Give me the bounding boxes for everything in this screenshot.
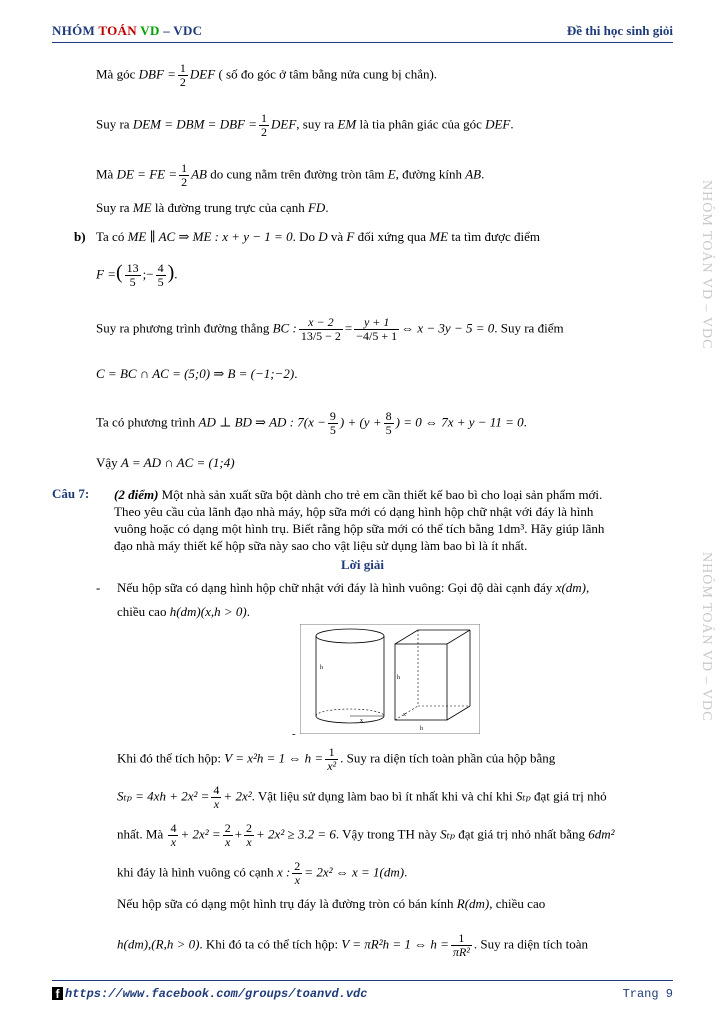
group-name-part: – VDC (159, 23, 203, 38)
text-line: F =( $\frac{13}{5}$ ;− $\frac{4}{5}$ ). (96, 261, 178, 289)
fraction: $\frac{4}{x}$ (213, 783, 220, 811)
text-line: Suy ra DEM = DBM = DBF = $\frac{1}{2}$ DEF, suy ra EM là tia phân giác của góc DEF. (96, 111, 514, 139)
document-title: Đề thi học sinh giỏi (566, 23, 673, 38)
page-header (52, 22, 673, 43)
watermark: NHÓM TOÁN VD – VDC (699, 552, 714, 722)
figure-label: x (403, 712, 406, 718)
text-line: Khi đó thể tích hộp: V = x²h = 1 ⇔ h = $\frac{1}{\text{x²}}$ . Suy ra diện tích toàn phần của hộp bằng (117, 745, 556, 773)
text-line: h(dm),(R,h > 0). Khi đó ta có thể tích hộp: V = πR²h = 1 ⇔ h = $\frac{1}{\text{πR²}}$ . Suy ra diện tích toàn (117, 931, 588, 959)
group-name-part: TOÁN (98, 23, 137, 38)
fraction: $\frac{y + 1}{-4/5 + 1}$ (356, 315, 398, 343)
page-footer (52, 980, 673, 1009)
question-text: (2 điểm) Một nhà sản xuất sữa bột dành cho trẻ em cần thiết kế bao bì cho loại sản phẩm mới. Theo yêu cầu của lãnh đạo nhà máy, hộp sữa mới có dạng hình hộp chữ nhật với đáy là hình vuông hoặc có dạng một hình trụ. Biết rằng hộp sữa mới có thể tích bằng 1dm³. Hãy giúp lãnh đạo nhà máy thiết kế hộp sữa này sao cho vật liệu sử dụng làm bao bì là ít nhất. (114, 487, 605, 553)
fraction: $\frac{4}{5}$ (157, 261, 164, 289)
fraction: $\frac{2}{x}$ (246, 821, 253, 849)
text-line: C = BC ∩ AC = (5;0) ⇒ B = (−1;−2). (96, 366, 298, 381)
text-line: Suy ra phương trình đường thẳng BC : $\frac{x - 2}{13/5 - 2}$ = $\frac{y + 1}{-4/5 + 1}$ ⇔ x − 3y − 5 = 0. Suy ra điểm (96, 315, 564, 343)
figure-label: h (420, 726, 423, 732)
fraction: $\frac{4}{x}$ (170, 821, 177, 849)
fraction: $\frac{x - 2}{13/5 - 2}$ (300, 315, 341, 343)
text-line: Nếu hộp sữa có dạng hình hộp chữ nhật với đáy là hình vuông: Gọi độ dài cạnh đáy x(dm), (117, 580, 590, 595)
facebook-icon: f (52, 987, 63, 1000)
page-number: Trang 9 (622, 987, 673, 1001)
figure-label: h (320, 665, 323, 671)
fraction: $\frac{13}{5}$ (126, 261, 139, 289)
list-dash: - (96, 580, 101, 595)
text-line: chiều cao h(dm)(x,h > 0). (117, 604, 250, 619)
box-figures (300, 624, 480, 734)
group-name-part: VD (136, 23, 160, 38)
figure-label: h (397, 675, 400, 681)
text-line: Mà góc DBF = $\frac{1}{2}$ DEF ( số đo góc ở tâm bằng nửa cung bị chắn). (96, 61, 438, 89)
fraction: $\frac{1}{2}$ (179, 61, 186, 89)
fraction: $\frac{1}{\text{πR²}}$ (452, 931, 470, 959)
group-name (52, 23, 202, 39)
text-line: Ta có phương trình AD ⊥ BD ⇒ AD : 7(x − $\frac{9}{5}$ ) + (y + $\frac{8}{5}$ ) = 0 ⇔ 7x + y − 11 = 0. (96, 409, 527, 437)
group-name-part: NHÓM (52, 23, 99, 38)
watermark: NHÓM TOÁN VD – VDC (699, 180, 714, 350)
fraction: $\frac{1}{\text{x²}}$ (327, 745, 337, 773)
fraction: $\frac{2}{x}$ (224, 821, 231, 849)
text-line: Ta có ME ∥ AC ⇒ ME : x + y − 1 = 0. Do D và F đối xứng qua ME ta tìm được điểm (96, 229, 540, 244)
text-line: Sₜₚ = 4xh + 2x² = $\frac{4}{x}$ + 2x². Vật liệu sử dụng làm bao bì ít nhất khi và chỉ khi Sₜₚ đạt giá trị nhỏ (117, 783, 607, 811)
fraction: $\frac{1}{2}$ (261, 111, 267, 139)
facebook-group-link[interactable]: https://www.facebook.com/groups/toanvd.vdc (65, 987, 368, 1001)
fraction: $\frac{2}{x}$ (294, 859, 301, 887)
text-line: Suy ra ME là đường trung trực của cạnh FD. (96, 200, 329, 215)
fraction: $\frac{1}{2}$ (181, 161, 188, 189)
text-line: Nếu hộp sữa có dạng một hình trụ đáy là đường tròn có bán kính R(dm), chiều cao (117, 896, 546, 911)
text-line: khi đáy là hình vuông có cạnh x : $\frac{2}{x}$ = 2x² ⇔ x = 1(dm). (117, 859, 408, 887)
part-label: b) (74, 229, 86, 244)
fraction: $\frac{8}{5}$ (385, 409, 392, 437)
fraction: $\frac{9}{5}$ (329, 409, 336, 437)
figure-label: x (360, 718, 363, 724)
text-line: nhất. Mà $\frac{4}{x}$ + 2x² = $\frac{2}{x}$ + $\frac{2}{x}$ + 2x² ≥ 3.2 = 6. Vậy trong TH này Sₜₚ đạt giá trị nhỏ nhất bằng 6dm² (117, 821, 615, 849)
question-label: Câu 7: (52, 486, 90, 501)
text-line: Vậy A = AD ∩ AC = (1;4) (96, 455, 235, 470)
figure-dash: - (292, 728, 296, 740)
solution-title: Lời giải (341, 557, 384, 572)
text-line: Mà DE = FE = $\frac{1}{2}$ AB do cung nằm trên đường tròn tâm E, đường kính AB. (96, 161, 485, 189)
